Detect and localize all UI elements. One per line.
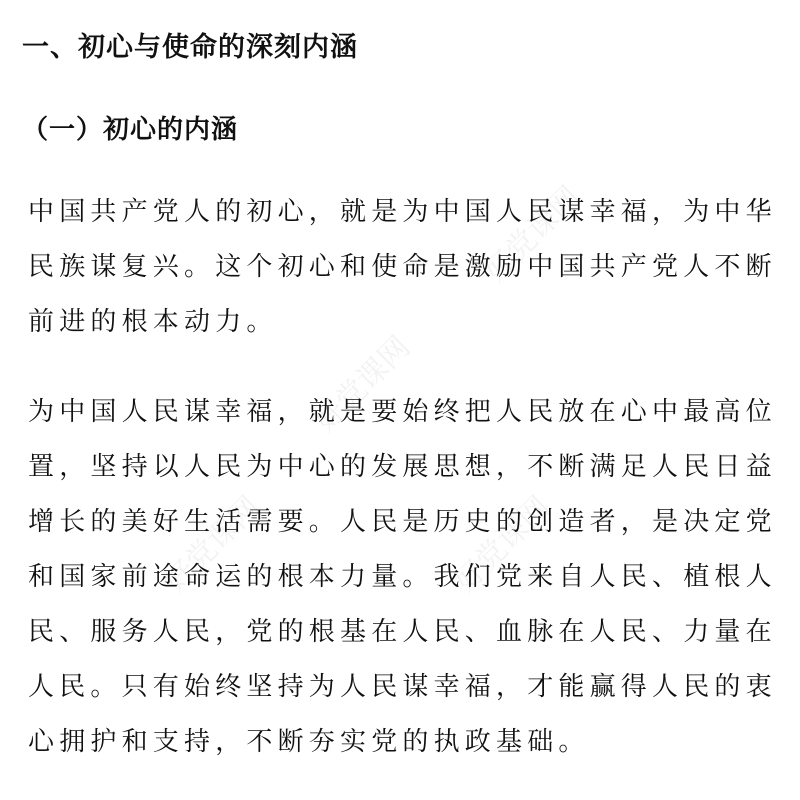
watermark-2: 好党课网 — [307, 329, 418, 440]
paragraph-1: 中国共产党人的初心，就是为中国人民谋幸福，为中华民族谋复兴。这个初心和使命是激励中国共产党人不断前进的根本动力。 — [28, 197, 777, 337]
watermark-1: 好党课网 — [477, 179, 588, 290]
watermark-4: 好党课网 — [447, 489, 558, 600]
section-heading: 一、初心与使命的深刻内涵 — [22, 32, 358, 63]
watermark-3: 好党课网 — [157, 489, 268, 600]
subsection-heading: （一）初心的内涵 — [22, 115, 239, 145]
paragraph-2: 为中国人民谋幸福，就是要始终把人民放在心中最高位置，坚持以人民为中心的发展思想，不断满足人民日益增长的美好生活需要。人民是历史的创造者，是决定党和国家前途命运的根本力量。我们党来自人民、植根人民、服务人民，党的根基在人民、血脉在人民、力量在人民。只有始终坚持为人民谋幸福，才能赢得人民的衷心拥护和支持，不断夯实党的执政基础。 — [28, 397, 777, 757]
